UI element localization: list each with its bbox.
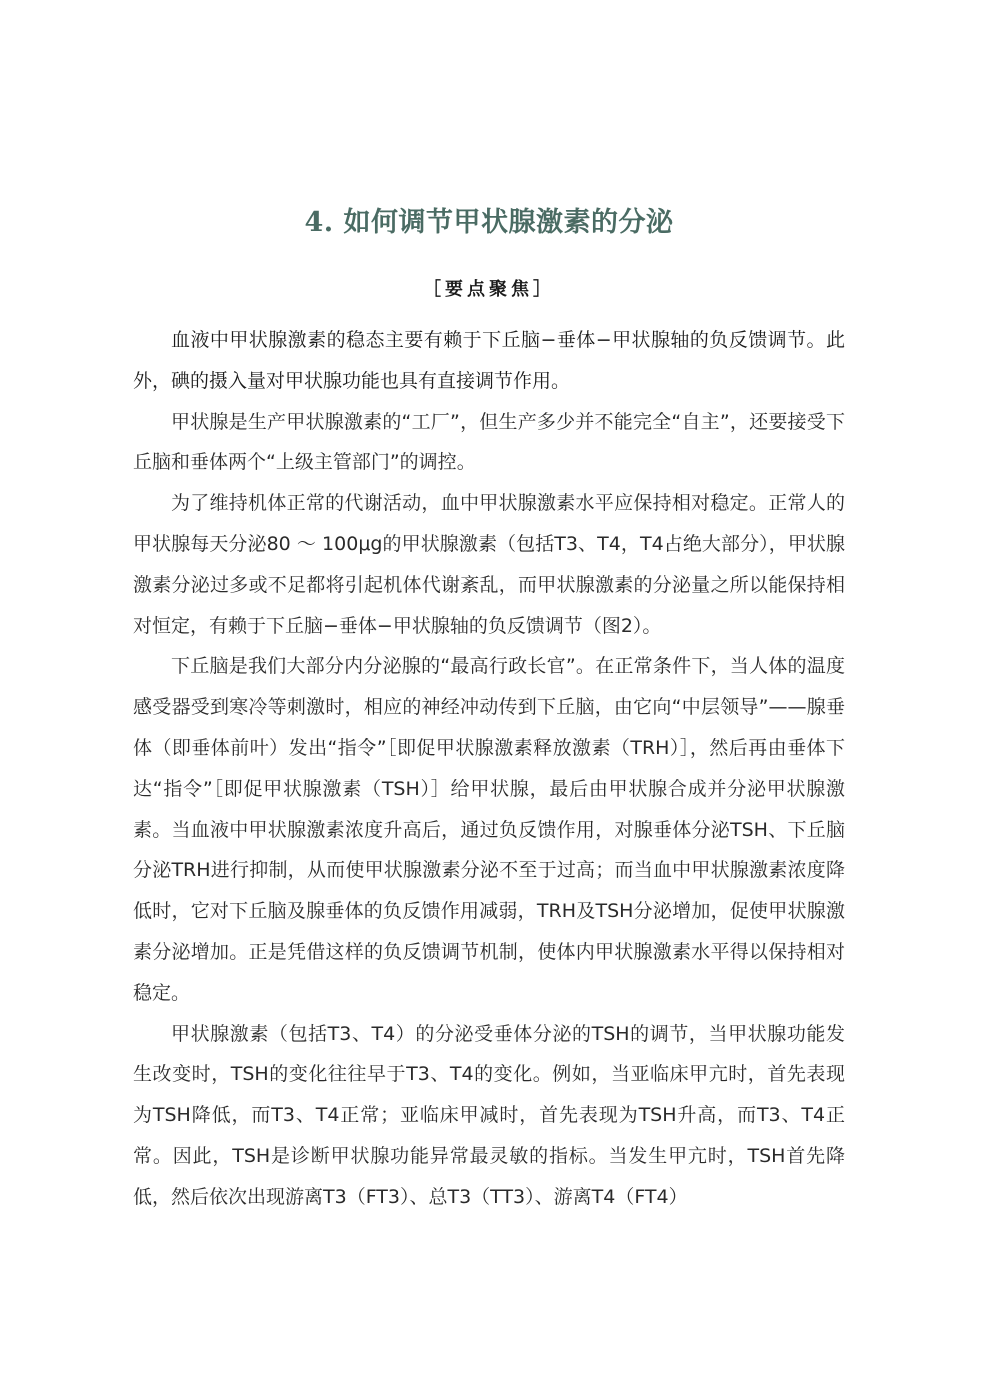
page-title: 4. 如何调节甲状腺激素的分泌 (304, 207, 674, 238)
paragraph-3: 为了维持机体正常的代谢活动，血中甲状腺激素水平应保持相对稳定。正常人的甲状腺每天分泌80 ～ 100μg的甲状腺激素（包括T3、T4，T4占绝大部分），甲状腺激素分泌过多或不足都将引起机体代谢紊乱，而甲状腺激素的分泌量之所以能保持相对恒定，有赖于下丘脑−垂体−甲状腺轴的负反馈调节（图2）。 (133, 492, 845, 637)
paragraph-2: 甲状腺是生产甲状腺激素的“工厂”，但生产多少并不能完全“自主”，还要接受下丘脑和垂体两个“上级主管部门”的调控。 (133, 410, 845, 474)
paragraph-4: 下丘脑是我们大部分内分泌腺的“最高行政长官”。在正常条件下，当人体的温度感受器受到寒冷等刺激时，相应的神经冲动传到下丘脑，由它向“中层领导”——腺垂体（即垂体前叶）发出“指令”［即促甲状腺激素释放激素（TRH）］，然后再由垂体下达“指令”［即促甲状腺激素（TSH）］给甲状腺，最后由甲状腺合成并分泌甲状腺激素。当血液中甲状腺激素浓度升高后，通过负反馈作用，对腺垂体分泌TSH、下丘脑分泌TRH进行抑制，从而使甲状腺激素分泌不至于过高；而当血中甲状腺激素浓度降低时，它对下丘脑及腺垂体的负反馈作用减弱，TRH及TSH分泌增加，促使甲状腺激素分泌增加。正是凭借这样的负反馈调节机制，使体内甲状腺激素水平得以保持相对稳定。 (133, 655, 845, 1004)
paragraph-1: 血液中甲状腺激素的稳态主要有赖于下丘脑−垂体−甲状腺轴的负反馈调节。此外，碘的摄入量对甲状腺功能也具有直接调节作用。 (133, 329, 845, 392)
paragraph-5: 甲状腺激素（包括T3、T4）的分泌受垂体分泌的TSH的调节，当甲状腺功能发生改变时，TSH的变化往往早于T3、T4的变化。例如，当亚临床甲亢时，首先表现为TSH降低，而T3、T4正常；亚临床甲减时，首先表现为TSH升高，而T3、T4正常。因此，TSH是诊断甲状腺功能异常最灵敏的指标。当发生甲亢时，TSH首先降低，然后依次出现游离T3（FT3）、总T3（TT3）、游离T4（FT4） (133, 1022, 845, 1208)
article-body (133, 320, 845, 1218)
section-label-key-points: ［要点聚焦］ (423, 279, 555, 300)
